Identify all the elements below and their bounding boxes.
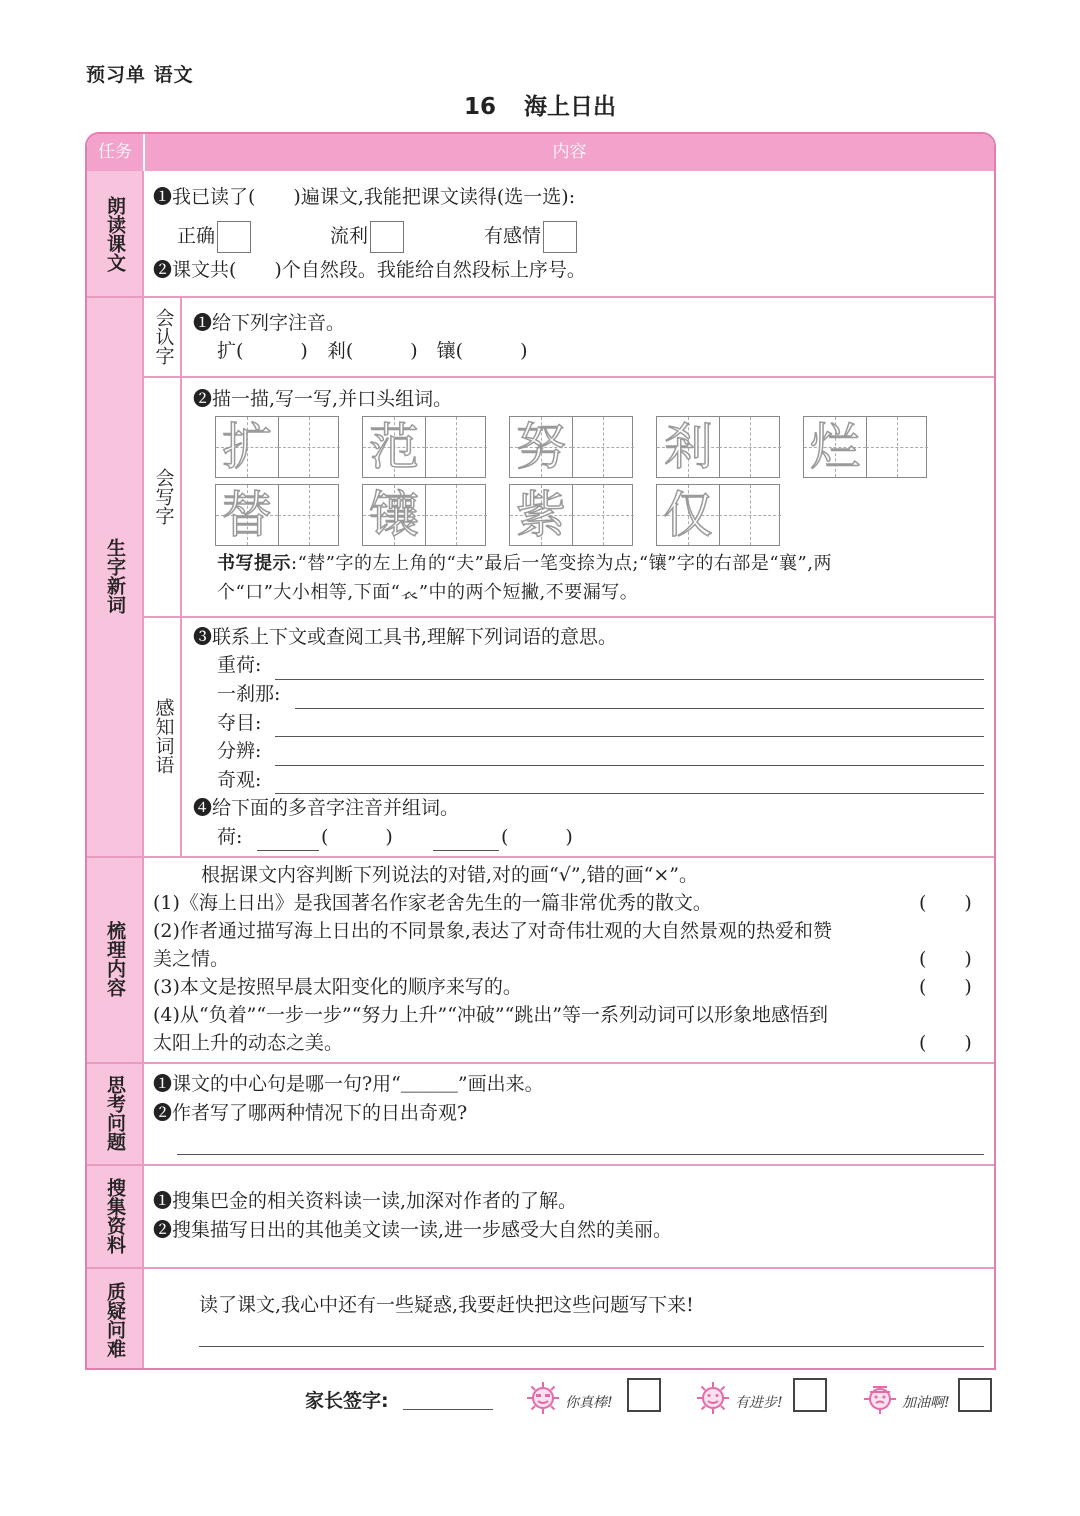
sort-q1-bracket[interactable]: ( ): [919, 892, 972, 914]
table-head: [87, 134, 994, 171]
label-sort-text: 梳理内容: [104, 921, 126, 997]
guide-line: [572, 447, 634, 448]
char-grid-box[interactable]: [362, 416, 486, 478]
word-4: 分辨:: [217, 740, 262, 762]
sun-face-icon: [525, 1380, 561, 1416]
think-q2: ❷作者写了哪两种情况下的日出奇观?: [153, 1102, 468, 1124]
label-doubt: [87, 1267, 143, 1370]
checkbox-great[interactable]: [627, 1378, 661, 1412]
option-label: 流利: [330, 225, 369, 247]
writing-square[interactable]: [278, 485, 340, 545]
sort-q2a: (2)作者通过描写海上日出的不同景象,表达了对奇伟壮观的大自然景观的热爱和赞: [153, 920, 832, 942]
reading-option-2: [330, 218, 404, 254]
signature-line[interactable]: [403, 1409, 493, 1410]
stamp-cheer-label: 加油啊!: [902, 1395, 950, 1411]
char-grid-box[interactable]: [803, 416, 927, 478]
lesson-title-text: 海上日出: [524, 94, 616, 120]
reading-line2: ❷课文共( )个自然段。我能给自然段标上序号。: [153, 259, 586, 281]
label-write: [145, 376, 181, 616]
answer-line[interactable]: [177, 1154, 984, 1155]
recognize-instruction: ❶给下列字注音。: [193, 312, 346, 334]
recognize-items: 扩( ) 剎( ) 镶( ): [217, 340, 528, 362]
guide-line: [719, 515, 781, 516]
option-label: 正确: [177, 225, 216, 247]
collect-q1: ❶搜集巴金的相关资料读一读,加深对作者的了解。: [153, 1190, 578, 1212]
stamp-progress-label: 有进步!: [735, 1395, 783, 1411]
sort-intro: 根据课文内容判断下列说法的对错,对的画“√”,错的画“×”。: [201, 864, 698, 886]
label-collect-text: 搜集资料: [104, 1177, 126, 1254]
label-doubt-text: 质疑问难: [104, 1281, 126, 1358]
writing-square[interactable]: [866, 417, 928, 477]
sun-face-icon: [695, 1380, 731, 1416]
word-1: 重荷:: [217, 654, 262, 676]
guide-line: [866, 447, 928, 448]
answer-line[interactable]: [199, 1346, 984, 1347]
char-grid-box[interactable]: [656, 484, 780, 546]
writing-square[interactable]: [425, 485, 487, 545]
poly-paren-2: ( ): [501, 826, 573, 848]
tracing-character: 努: [516, 418, 566, 476]
answer-line[interactable]: [275, 793, 984, 794]
label-collect: [87, 1164, 143, 1267]
tracing-character: 仅: [663, 486, 713, 544]
hint-text: :“替”字的左上角的“夫”最后一笔变捺为点;“镶”字的右部是“襄”,两: [291, 553, 832, 574]
lesson-number: 16: [463, 94, 496, 120]
char-grid-box[interactable]: [509, 416, 633, 478]
guide-line: [278, 515, 340, 516]
guide-line: [425, 515, 487, 516]
row-divider: [87, 856, 994, 858]
writing-square[interactable]: [425, 417, 487, 477]
hint-title: 书写提示: [217, 553, 291, 574]
label-reading-text: 朗读课文: [104, 195, 126, 272]
stamp-cheer: [862, 1378, 1002, 1416]
answer-line[interactable]: [257, 850, 319, 851]
tracing-character: 范: [369, 418, 419, 476]
sort-q3-bracket[interactable]: ( ): [919, 976, 972, 998]
reading-option-1: [177, 218, 251, 254]
answer-line[interactable]: [275, 679, 984, 680]
tracing-character: 剎: [663, 418, 713, 476]
writing-square[interactable]: [572, 485, 634, 545]
writing-square[interactable]: [719, 417, 781, 477]
head-task: 任务: [98, 142, 132, 162]
guide-line: [572, 515, 634, 516]
sort-q2-bracket[interactable]: ( ): [919, 948, 972, 970]
row-divider: [87, 1164, 994, 1166]
guide-line: [425, 447, 487, 448]
parent-signature-label: 家长签字:: [305, 1390, 389, 1412]
row-divider: [87, 1062, 994, 1064]
collect-q2: ❷搜集描写日出的其他美文读一读,进一步感受大自然的美丽。: [153, 1219, 673, 1241]
write-instruction: ❷描一描,写一写,并口头组词。: [193, 388, 453, 410]
label-recognize-text: 会认字: [152, 307, 175, 365]
char-grid-box[interactable]: [509, 484, 633, 546]
row-divider: [87, 1267, 994, 1269]
char-grid-box[interactable]: [656, 416, 780, 478]
label-perceive: [145, 616, 181, 856]
write-hint-line2: 个“口”大小相等,下面“𧘇”中的两个短撇,不要漏写。: [217, 582, 639, 603]
word-5: 奇观:: [217, 769, 262, 791]
header-tag: 预习单 语文: [86, 64, 194, 86]
stamp-great-label: 你真棒!: [565, 1395, 613, 1411]
guide-line: [719, 447, 781, 448]
answer-line[interactable]: [295, 708, 984, 709]
writing-square[interactable]: [278, 417, 340, 477]
sort-q4-bracket[interactable]: ( ): [919, 1032, 972, 1054]
poly-paren-1: ( ): [321, 826, 393, 848]
think-q1: ❶课文的中心句是哪一句?用“＿＿＿”画出来。: [153, 1073, 544, 1095]
tracing-character: 紫: [516, 486, 566, 544]
stamp-great: [525, 1378, 665, 1416]
label-perceive-text: 感知词语: [152, 698, 175, 774]
sort-q4a: (4)从“负着”“一步一步”“努力上升”“冲破”“跳出”等一系列动词可以形象地感悟到: [153, 1004, 829, 1026]
checkbox-correct[interactable]: [217, 221, 251, 253]
row-divider: [143, 616, 994, 618]
word-3: 夺目:: [217, 712, 262, 734]
writing-square[interactable]: [719, 485, 781, 545]
lesson-title: [0, 88, 1080, 121]
row-divider: [143, 376, 994, 378]
checkbox-progress[interactable]: [793, 1378, 827, 1412]
tracing-character: 替: [222, 486, 272, 544]
label-write-text: 会写字: [152, 467, 175, 525]
stamp-progress: [695, 1378, 835, 1416]
sort-q4b: 太阳上升的动态之美。: [153, 1032, 344, 1054]
poly-char: 荷:: [217, 826, 243, 848]
reading-line1: ❶我已读了( )遍课文,我能把课文读得(选一选):: [153, 186, 576, 208]
sun-face-icon: [862, 1380, 898, 1416]
head-content: 内容: [143, 134, 994, 171]
sort-q1: (1)《海上日出》是我国著名作家老舍先生的一篇非常优秀的散文。: [153, 892, 712, 914]
answer-line[interactable]: [433, 850, 499, 851]
label-think: [87, 1062, 143, 1164]
label-sort: [87, 856, 143, 1062]
label-new-words-text: 生字新词: [104, 538, 126, 614]
char-grid-box[interactable]: [215, 484, 339, 546]
checkbox-cheer[interactable]: [958, 1378, 992, 1412]
option-label: 有感情: [484, 225, 542, 247]
worksheet-table: [85, 132, 996, 1370]
sort-q3: (3)本文是按照早晨太阳变化的顺序来写的。: [153, 976, 522, 998]
perceive-instruction: ❸联系上下文或查阅工具书,理解下列词语的意思。: [193, 626, 618, 648]
writing-square[interactable]: [572, 417, 634, 477]
char-grid-box[interactable]: [215, 416, 339, 478]
answer-line[interactable]: [275, 736, 984, 737]
sort-q2b: 美之情。: [153, 948, 230, 970]
answer-line[interactable]: [275, 765, 984, 766]
row-divider: [87, 296, 994, 298]
label-recognize: [145, 296, 181, 376]
label-reading: [87, 171, 143, 296]
label-think-text: 思考问题: [104, 1075, 126, 1151]
checkbox-emotion[interactable]: [543, 221, 577, 253]
guide-line: [278, 447, 340, 448]
tracing-character: 扩: [222, 418, 272, 476]
word-2: 一刹那:: [217, 683, 281, 705]
write-hint-line1: [217, 551, 832, 577]
char-grid-box[interactable]: [362, 484, 486, 546]
checkbox-fluent[interactable]: [370, 221, 404, 253]
label-new-words: [87, 296, 143, 856]
tracing-character: 镶: [369, 486, 419, 544]
perceive-instruction2: ❹给下面的多音字注音并组词。: [193, 797, 460, 819]
doubt-text: 读了课文,我心中还有一些疑惑,我要赶快把这些问题写下来!: [199, 1294, 694, 1316]
reading-option-3: [484, 218, 577, 254]
tracing-character: 烂: [810, 418, 860, 476]
footer: [0, 1378, 1080, 1428]
